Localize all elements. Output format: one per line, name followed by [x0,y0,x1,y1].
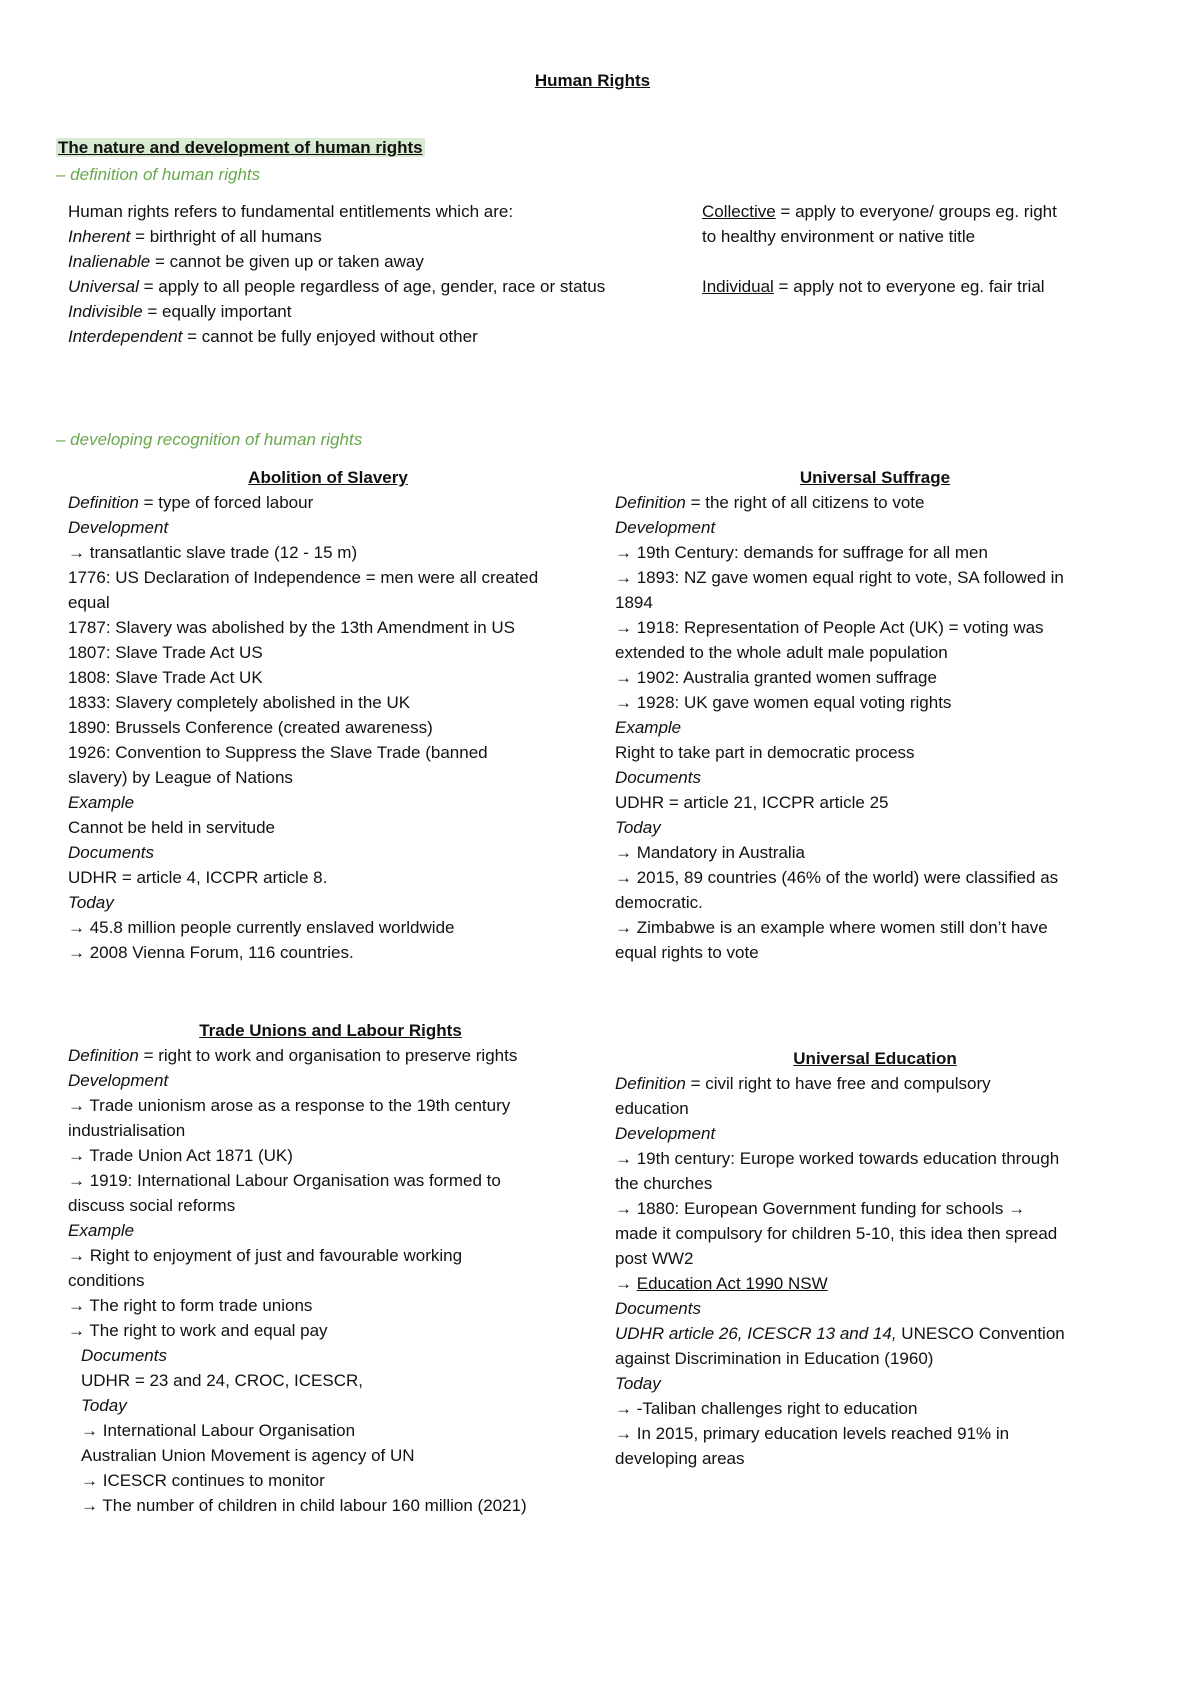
unions-dev-line: → Trade unionism arose as a response to the 19th century [68,1096,511,1115]
suffrage-docs-label: Documents [615,768,701,787]
slavery-dev-line: 1787: Slavery was abolished by the 13th Amendment in US [68,618,515,637]
slavery-section [68,465,588,965]
unions-section [68,1018,593,1518]
suffrage-heading: Universal Suffrage [799,468,951,487]
page-title: Human Rights [534,71,651,90]
definition-item: Indivisible = equally important [68,302,292,321]
unions-definition: Definition = right to work and organisation to preserve rights [68,1046,518,1065]
suffrage-today-line: → Zimbabwe is an example where women still don’t have [615,918,1048,937]
subsection-definition: – definition of human rights [56,165,261,184]
collective-line-2: to healthy environment or native title [702,227,976,246]
slavery-heading: Abolition of Slavery [248,468,408,487]
unions-dev-line: → 1919: International Labour Organisation was formed to [68,1171,501,1190]
suffrage-section [615,465,1135,965]
suffrage-example-label: Example [615,718,682,737]
education-docs-2: against Discrimination in Education (1960) [615,1349,934,1368]
rights-types [702,199,1122,299]
suffrage-dev-line: → 1893: NZ gave women equal right to vote, SA followed in [615,568,1064,587]
slavery-docs-label: Documents [68,843,154,862]
suffrage-today-line: → 2015, 89 countries (46% of the world) were classified as [615,868,1059,887]
unions-example-line: conditions [68,1271,145,1290]
suffrage-today-line: → Mandatory in Australia [615,843,805,862]
definition-item: Inherent = birthright of all humans [68,227,322,246]
education-definition-2: education [615,1099,689,1118]
slavery-dev-line: 1808: Slave Trade Act UK [68,668,263,687]
slavery-dev-line: 1776: US Declaration of Independence = men were all created [68,568,539,587]
unions-dev-line: discuss social reforms [68,1196,236,1215]
education-dev-line: → 19th century: Europe worked towards education through [615,1149,1060,1168]
unions-example-label: Example [68,1221,135,1240]
slavery-dev-line: 1890: Brussels Conference (created awareness) [68,718,433,737]
definition-item: Universal = apply to all people regardless of age, gender, race or status [68,277,606,296]
suffrage-dev-line: → 1928: UK gave women equal voting rights [615,693,952,712]
slavery-dev-line: 1807: Slave Trade Act US [68,643,263,662]
definition-item: Interdependent = cannot be fully enjoyed without other [68,327,478,346]
unions-dev-label: Development [68,1071,169,1090]
slavery-example: Cannot be held in servitude [68,818,275,837]
education-docs-label: Documents [615,1299,701,1318]
section-title-text: The nature and development of human rights [58,138,423,157]
slavery-today-line: → 2008 Vienna Forum, 116 countries. [68,943,354,962]
slavery-dev-line: 1833: Slavery completely abolished in the UK [68,693,411,712]
unions-docs-label: Documents [81,1346,167,1365]
education-dev-label: Development [615,1124,716,1143]
unions-dev-line: → Trade Union Act 1871 (UK) [68,1146,293,1165]
slavery-definition: Definition = type of forced labour [68,493,314,512]
education-today-line: → -Taliban challenges right to education [615,1399,918,1418]
education-act-link: Education Act 1990 NSW [636,1274,828,1293]
unions-today-line: → The number of children in child labour 160 million (2021) [81,1496,527,1515]
education-today-label: Today [615,1374,661,1393]
slavery-today-line: → 45.8 million people currently enslaved worldwide [68,918,455,937]
slavery-today-label: Today [68,893,114,912]
subsection-recognition: – developing recognition of human rights [56,430,363,449]
suffrage-docs: UDHR = article 21, ICCPR article 25 [615,793,889,812]
slavery-dev-line: → transatlantic slave trade (12 - 15 m) [68,543,358,562]
education-heading: Universal Education [793,1049,957,1068]
unions-heading: Trade Unions and Labour Rights [199,1021,462,1040]
slavery-dev-line: 1926: Convention to Suppress the Slave Trade (banned [68,743,488,762]
individual-line: Individual = apply not to everyone eg. fair trial [702,277,1045,296]
education-today-line: developing areas [615,1449,745,1468]
education-dev-line: the churches [615,1174,713,1193]
education-docs: UDHR article 26, ICESCR 13 and 14, UNESCO Convention [615,1324,1065,1343]
section-title [56,135,425,160]
unions-today-line: Australian Union Movement is agency of UN [81,1446,415,1465]
slavery-example-label: Example [68,793,135,812]
unions-today-line: → ICESCR continues to monitor [81,1471,325,1490]
suffrage-today-line: equal rights to vote [615,943,759,962]
slavery-dev-line: slavery) by League of Nations [68,768,293,787]
suffrage-example: Right to take part in democratic process [615,743,915,762]
education-dev-line: made it compulsory for children 5-10, this idea then spread [615,1224,1058,1243]
unions-example-line: → The right to work and equal pay [68,1321,328,1340]
suffrage-dev-line: → 19th Century: demands for suffrage for all men [615,543,988,562]
education-section [615,1046,1135,1471]
suffrage-dev-line: → 1918: Representation of People Act (UK) = voting was [615,618,1044,637]
education-definition: Definition = civil right to have free and compulsory [615,1074,991,1093]
suffrage-definition: Definition = the right of all citizens to vote [615,493,925,512]
unions-example-line: → Right to enjoyment of just and favourable working [68,1246,463,1265]
suffrage-today-line: democratic. [615,893,703,912]
definition-list [68,199,668,349]
education-dev-line: post WW2 [615,1249,694,1268]
definition-intro: Human rights refers to fundamental entitlements which are: [68,202,514,221]
unions-today-label: Today [81,1396,127,1415]
collective-line: Collective = apply to everyone/ groups eg. right [702,202,1057,221]
unions-docs: UDHR = 23 and 24, CROC, ICESCR, [81,1371,364,1390]
unions-example-line: → The right to form trade unions [68,1296,313,1315]
unions-dev-line: industrialisation [68,1121,186,1140]
definition-item: Inalienable = cannot be given up or taken away [68,252,424,271]
education-today-line: → In 2015, primary education levels reached 91% in [615,1424,1010,1443]
suffrage-dev-line: extended to the whole adult male population [615,643,948,662]
slavery-dev-line: equal [68,593,110,612]
education-dev-line: → Education Act 1990 NSW [615,1274,828,1293]
suffrage-today-label: Today [615,818,661,837]
suffrage-dev-line: 1894 [615,593,653,612]
suffrage-dev-line: → 1902: Australia granted women suffrage [615,668,937,687]
suffrage-dev-label: Development [615,518,716,537]
slavery-dev-label: Development [68,518,169,537]
unions-today-line: → International Labour Organisation [81,1421,356,1440]
slavery-docs: UDHR = article 4, ICCPR article 8. [68,868,328,887]
education-dev-line: → 1880: European Government funding for schools → [615,1199,1026,1218]
